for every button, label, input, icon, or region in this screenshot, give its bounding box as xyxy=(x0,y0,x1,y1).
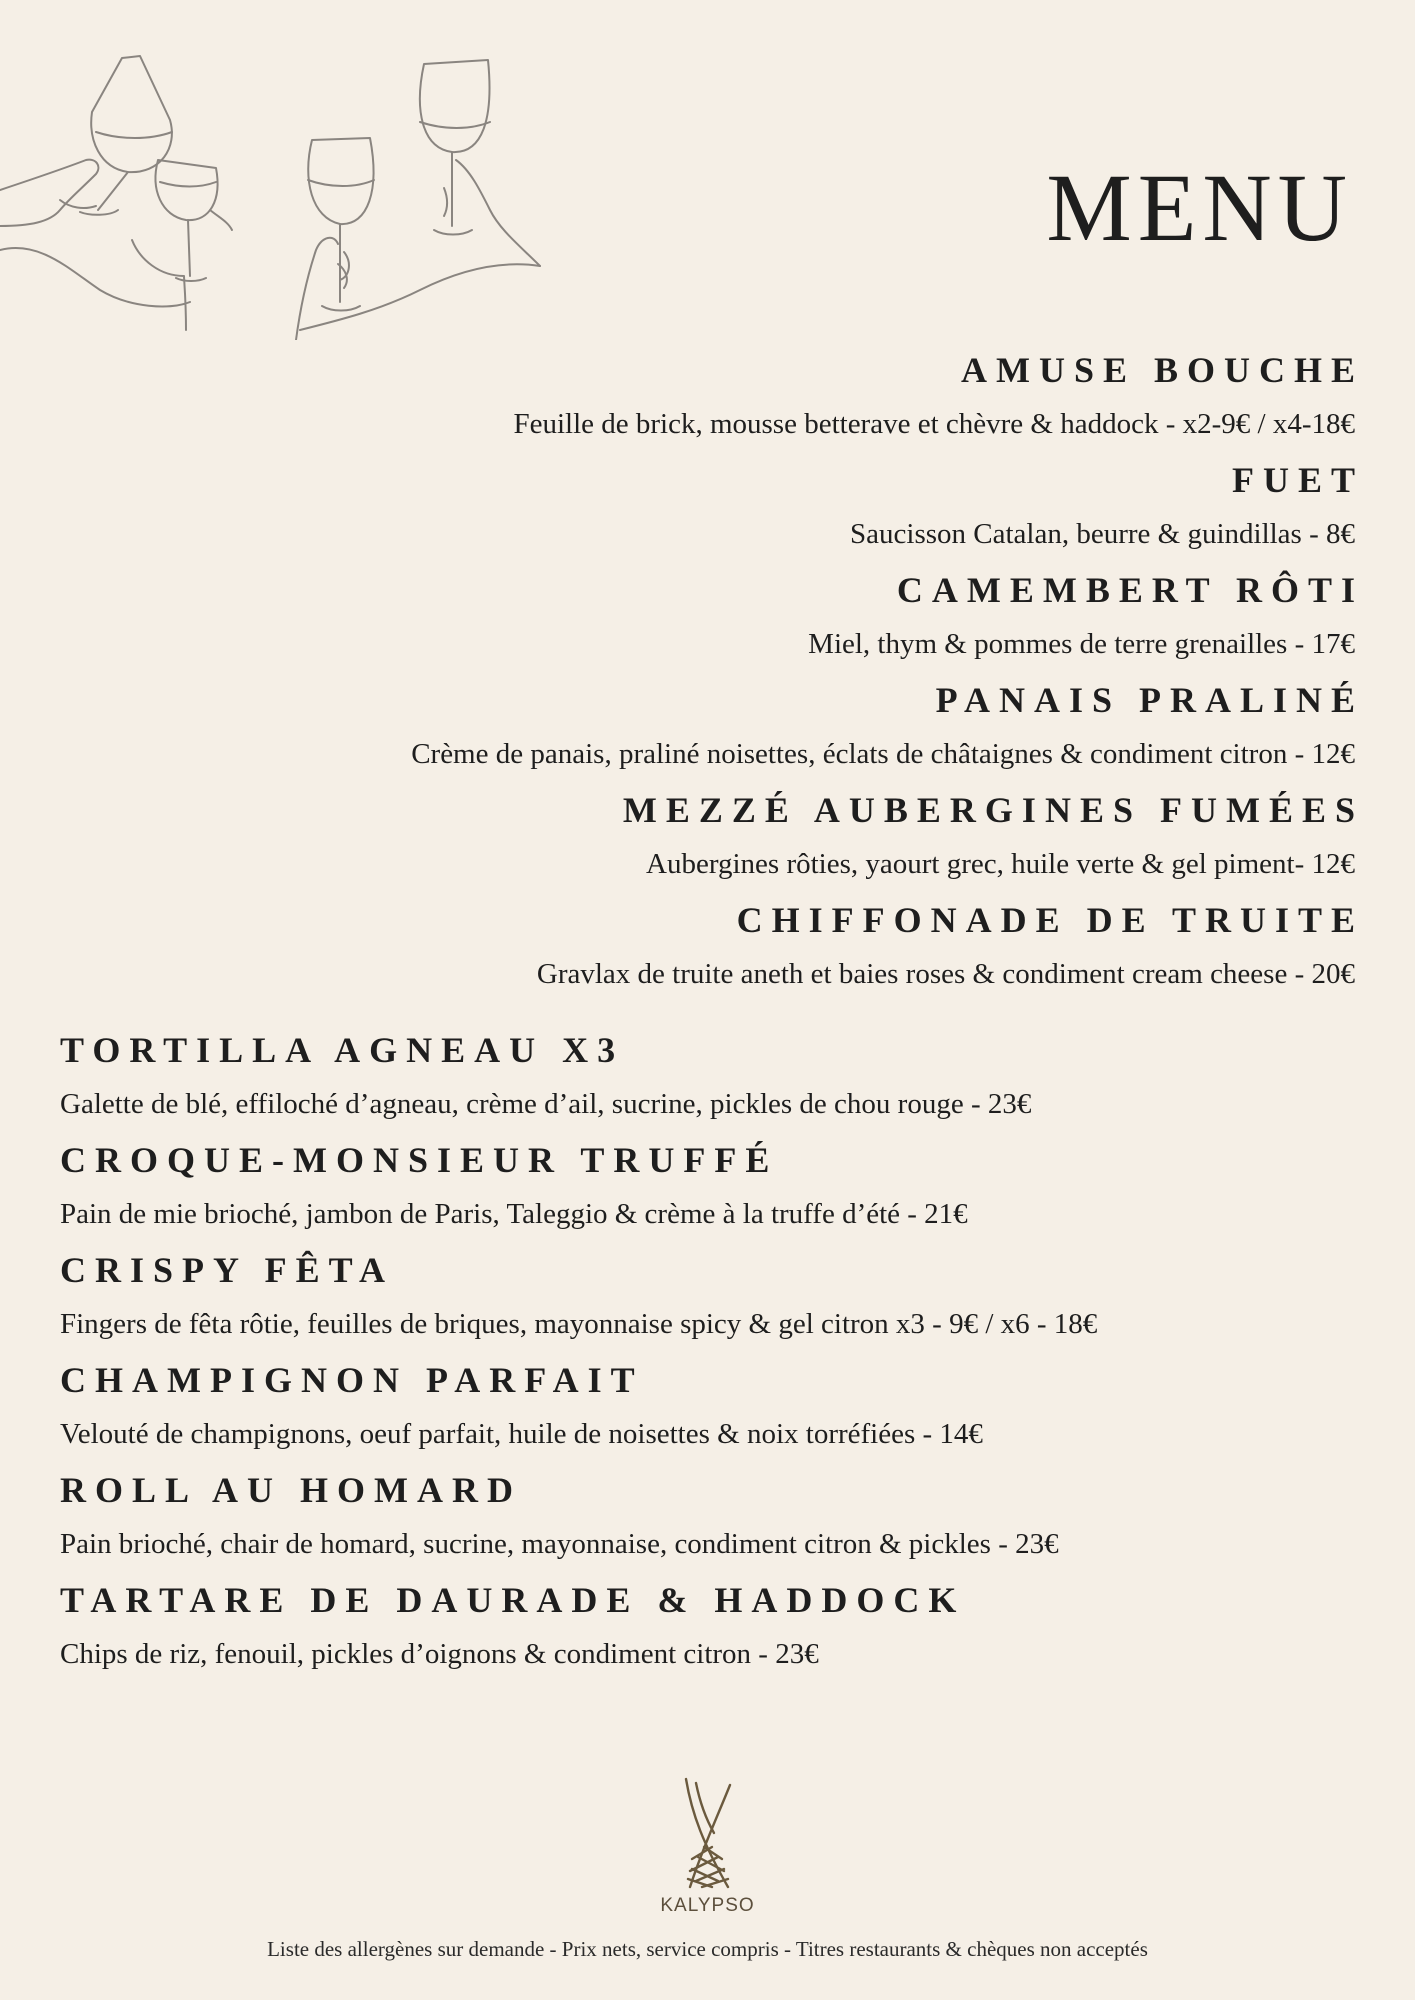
menu-section-left xyxy=(60,1020,1360,1680)
menu-item-description: Aubergines rôties, yaourt grec, huile verte & gel piment- 12€ xyxy=(646,848,1355,880)
menu-item-name: CROQUE-MONSIEUR TRUFFÉ xyxy=(60,1140,779,1180)
menu-item-name: PANAIS PRALINÉ xyxy=(935,680,1364,720)
menu-item-description: Pain brioché, chair de homard, sucrine, mayonnaise, condiment citron & pickles - 23€ xyxy=(60,1528,1059,1560)
menu-item-name: CAMEMBERT RÔTI xyxy=(896,570,1364,610)
menu-item xyxy=(60,1240,1360,1350)
menu-item xyxy=(60,1020,1360,1130)
menu-item-description: Pain de mie brioché, jambon de Paris, Taleggio & crème à la truffe d’été - 21€ xyxy=(60,1198,968,1230)
wine-glasses-toast-illustration xyxy=(0,40,560,340)
menu-item-name: TORTILLA AGNEAU X3 xyxy=(60,1030,625,1070)
menu-item xyxy=(55,450,1364,560)
menu-item xyxy=(55,670,1364,780)
menu-item-name: CHIFFONADE DE TRUITE xyxy=(736,900,1364,940)
menu-item-description: Velouté de champignons, oeuf parfait, huile de noisettes & noix torréfiées - 14€ xyxy=(60,1418,983,1450)
menu-item xyxy=(55,890,1364,1000)
menu-item-description: Gravlax de truite aneth et baies roses & condiment cream cheese - 20€ xyxy=(536,958,1355,990)
menu-item-name: MEZZÉ AUBERGINES FUMÉES xyxy=(622,790,1364,830)
menu-item-description: Saucisson Catalan, beurre & guindillas - 8€ xyxy=(850,518,1355,550)
menu-item-description: Chips de riz, fenouil, pickles d’oignons & condiment citron - 23€ xyxy=(60,1638,819,1670)
menu-item-description: Crème de panais, praliné noisettes, éclats de châtaignes & condiment citron - 12€ xyxy=(411,738,1355,770)
menu-item-description: Galette de blé, effiloché d’agneau, crème d’ail, sucrine, pickles de chou rouge - 23€ xyxy=(60,1088,1032,1120)
menu-item-name: CRISPY FÊTA xyxy=(60,1250,395,1290)
menu-item xyxy=(60,1350,1360,1460)
menu-item-name: FUET xyxy=(1231,460,1364,500)
menu-item-name: ROLL AU HOMARD xyxy=(60,1470,523,1510)
kalypso-logo-icon xyxy=(678,1775,738,1890)
menu-item-name: TARTARE DE DAURADE & HADDOCK xyxy=(60,1580,966,1620)
menu-item xyxy=(55,340,1364,450)
menu-item xyxy=(60,1130,1360,1240)
menu-item-description: Fingers de fêta rôtie, feuilles de briques, mayonnaise spicy & gel citron x3 - 9€ / x6 - 18€ xyxy=(60,1308,1098,1340)
menu-item xyxy=(55,780,1364,890)
brand-name: KALYPSO xyxy=(660,1895,755,1916)
menu-item-description: Miel, thym & pommes de terre grenailles - 17€ xyxy=(808,628,1355,660)
footer-note: Liste des allergènes sur demande - Prix nets, service compris - Titres restaurants & chèques non acceptés xyxy=(267,1937,1148,1961)
page-title: MENU xyxy=(1046,154,1353,261)
menu-item-name: AMUSE BOUCHE xyxy=(960,350,1364,390)
menu-section-right xyxy=(55,340,1364,1000)
menu-item-name: CHAMPIGNON PARFAIT xyxy=(60,1360,644,1400)
menu-item-description: Feuille de brick, mousse betterave et chèvre & haddock - x2-9€ / x4-18€ xyxy=(513,408,1355,440)
menu-item xyxy=(60,1460,1360,1570)
menu-item xyxy=(55,560,1364,670)
menu-item xyxy=(60,1570,1360,1680)
